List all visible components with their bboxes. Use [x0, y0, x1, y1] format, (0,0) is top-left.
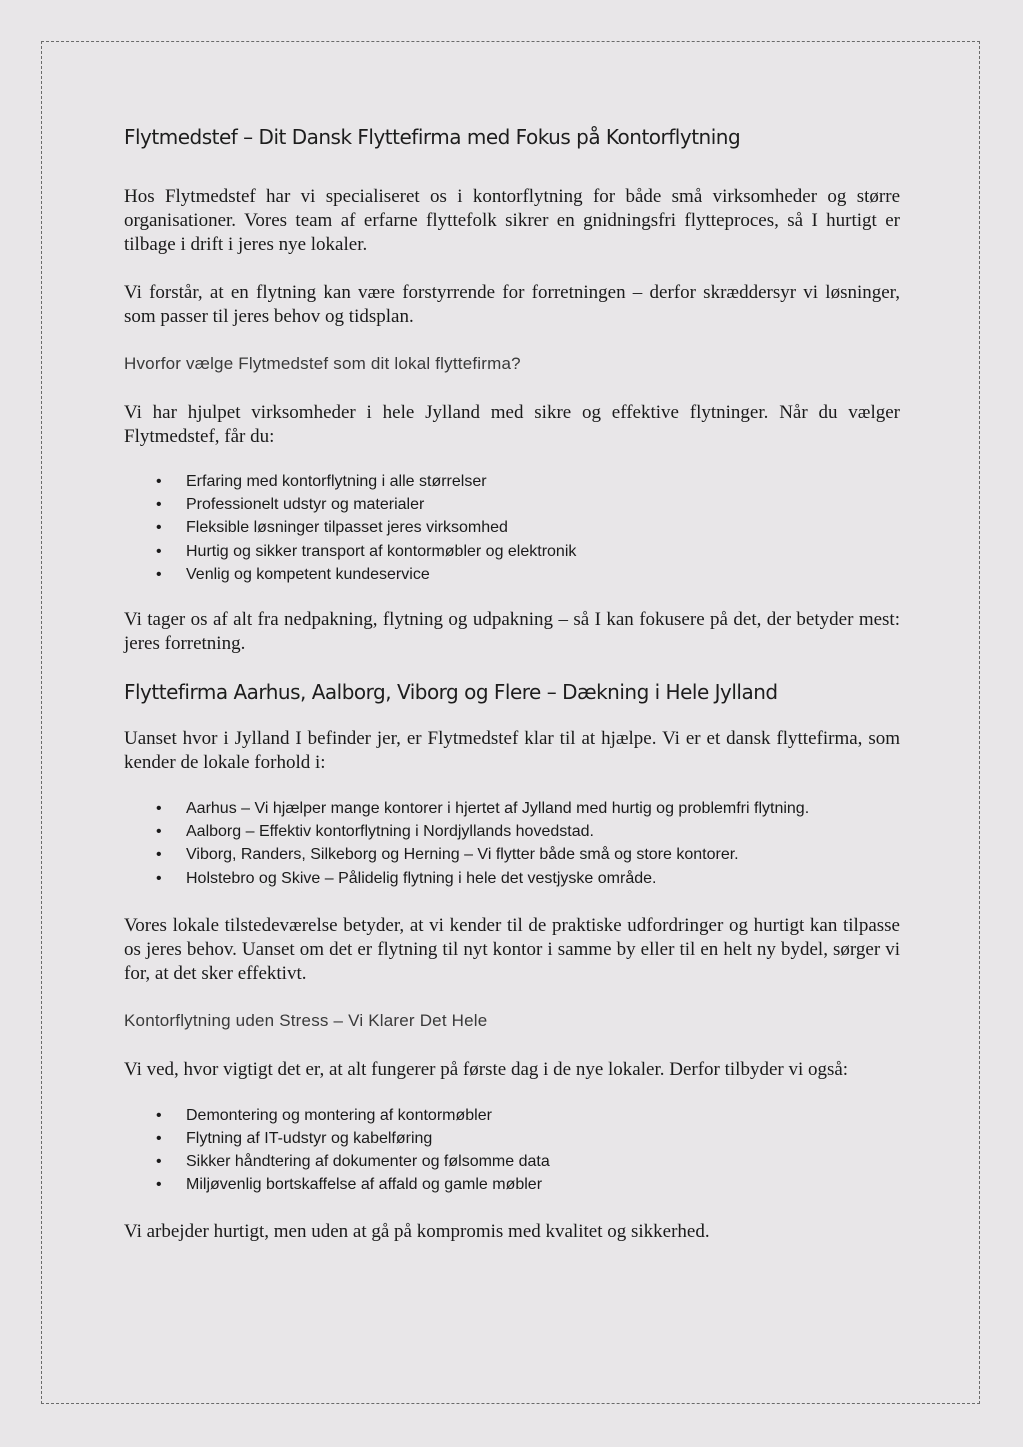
services-list: [124, 1104, 900, 1197]
list-item: • Hurtig og sikker transport af kontormøbler og elektronik: [186, 540, 900, 563]
paragraph-packing: Vi tager os af alt fra nedpakning, flytning og udpakning – så I kan fokusere på det, der betyder mest: jeres forretning.: [124, 609, 900, 655]
list-item: • Fleksible løsninger tilpasset jeres virksomhed: [186, 516, 900, 539]
list-item: • Miljøvenlig bortskaffelse af affald og gamle møbler: [186, 1173, 900, 1196]
cities-list: [124, 797, 900, 890]
list-item: • Flytning af IT-udstyr og kabelføring: [186, 1127, 900, 1150]
subheading-no-stress: Kontorflytning uden Stress – Vi Klarer Det Hele: [124, 1010, 488, 1030]
benefits-list: [124, 470, 900, 586]
document-body: [124, 121, 900, 1244]
subheading-why: Hvorfor vælge Flytmedstef som dit lokal flyttefirma?: [124, 354, 521, 373]
section-heading-coverage: Flyttefirma Aarhus, Aalborg, Viborg og Flere – Dækning i Hele Jylland: [124, 680, 778, 705]
closing-paragraph: Vi arbejder hurtigt, men uden at gå på kompromis med kvalitet og sikkerhed.: [124, 1220, 710, 1242]
main-heading: Flytmedstef – Dit Dansk Flyttefirma med Fokus på Kontorflytning: [124, 125, 741, 149]
paragraph-local-presence: Vores lokale tilstedeværelse betyder, at vi kender til de praktiske udfordringer og hurtigt kan tilpasse os jeres behov. Uanset om det er flytning til nyt kontor i samme by eller til en helt ny bydel, sørger vi for, at det sker effektivt.: [124, 914, 900, 984]
list-item: • Aarhus – Vi hjælper mange kontorer i hjertet af Jylland med hurtig og problemfri flytning.: [186, 797, 900, 820]
list-item: • Professionelt udstyr og materialer: [186, 493, 900, 516]
list-item: • Viborg, Randers, Silkeborg og Herning – Vi flytter både små og store kontorer.: [186, 843, 900, 866]
paragraph-helped: Vi har hjulpet virksomheder i hele Jylland med sikre og effektive flytninger. Når du vælger Flytmedstef, får du:: [124, 402, 900, 447]
list-item: • Holstebro og Skive – Pålidelig flytning i hele det vestjyske område.: [186, 867, 900, 890]
list-item: • Demontering og montering af kontormøbler: [186, 1104, 900, 1127]
paragraph-first-day: Vi ved, hvor vigtigt det er, at alt fungerer på første dag i de nye lokaler. Derfor tilbyder vi også:: [124, 1058, 849, 1080]
list-item: • Aalborg – Effektiv kontorflytning i Nordjyllands hovedstad.: [186, 820, 900, 843]
paragraph-coverage: Uanset hvor i Jylland I befinder jer, er Flytmedstef klar til at hjælpe. Vi er et dansk flyttefirma, som kender de lokale forhold i:: [124, 728, 900, 774]
list-item: • Erfaring med kontorflytning i alle størrelser: [186, 470, 900, 493]
list-item: • Sikker håndtering af dokumenter og følsomme data: [186, 1150, 900, 1173]
paragraph-understanding: Vi forstår, at en flytning kan være forstyrrende for forretningen – derfor skræddersyr vi løsninger, som passer til jeres behov og tidsplan.: [124, 282, 900, 327]
list-item: • Venlig og kompetent kundeservice: [186, 563, 900, 586]
intro-paragraph: Hos Flytmedstef har vi specialiseret os i kontorflytning for både små virksomheder og større organisationer. Vores team af erfarne flyttefolk sikrer en gnidningsfri flytteproces, så I hurtigt er tilbage i drift i jeres nye lokaler.: [124, 186, 900, 255]
